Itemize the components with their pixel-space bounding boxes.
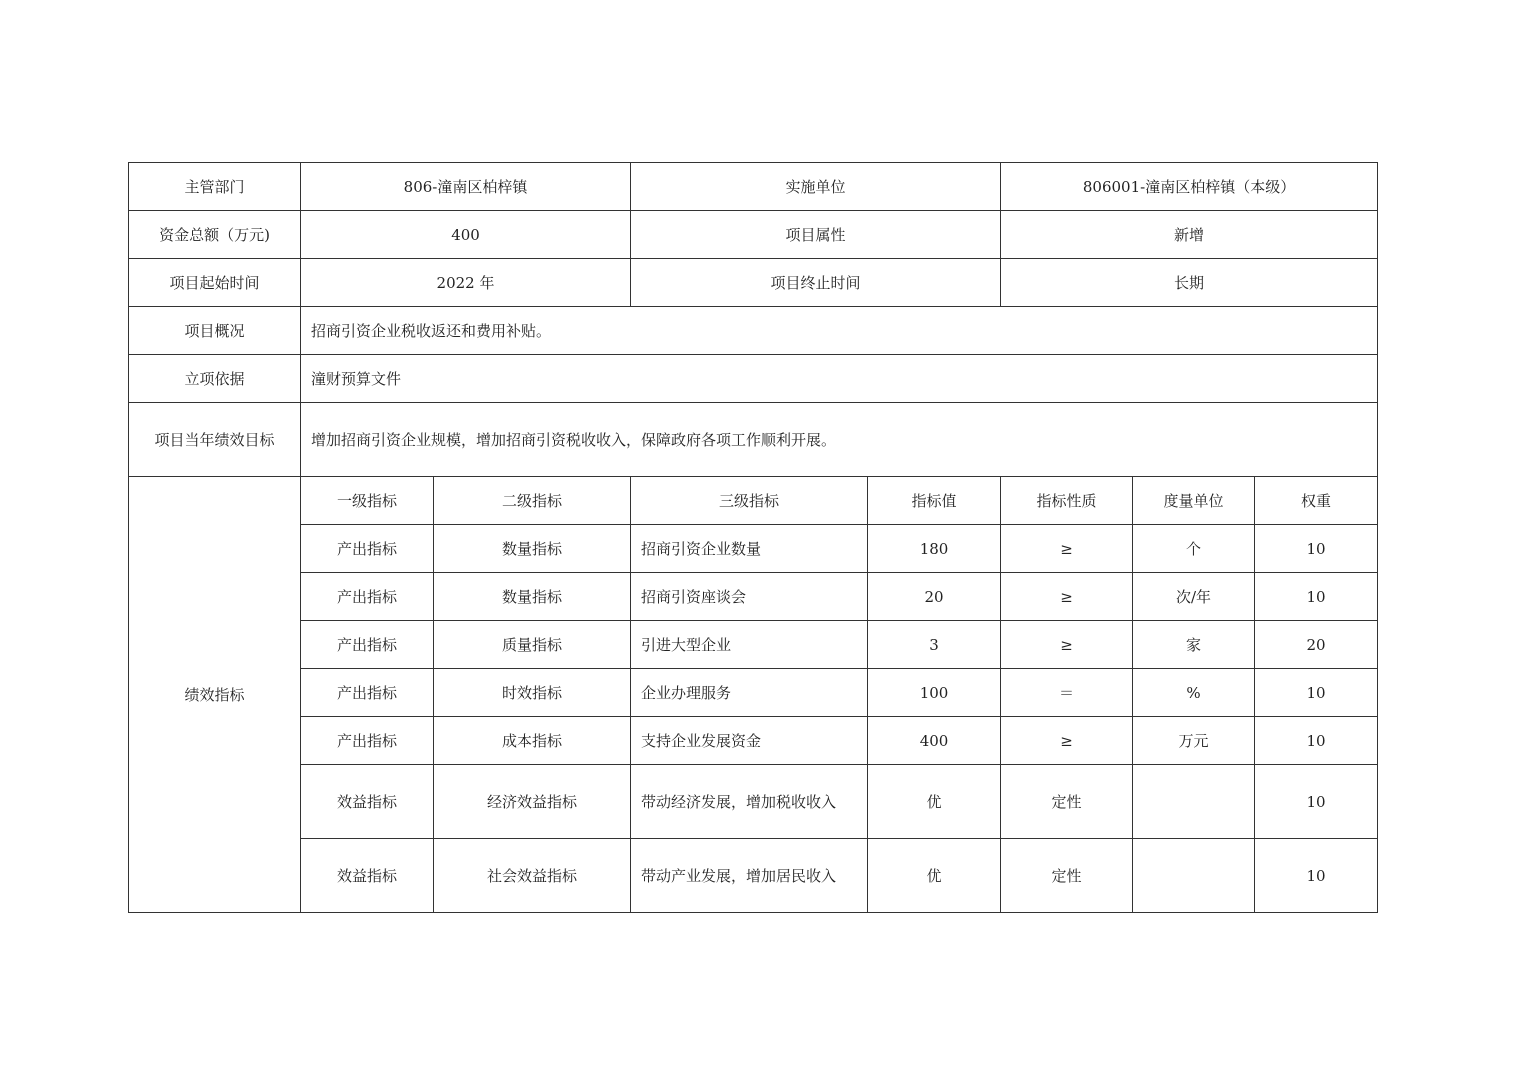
- indicator-value: 优: [868, 839, 1001, 913]
- indicator-nature: 定性: [1001, 765, 1133, 839]
- indicator-unit: %: [1133, 669, 1255, 717]
- row-overview: [129, 307, 1378, 355]
- dept-label: 主管部门: [129, 163, 301, 211]
- indicator-level3: 带动产业发展，增加居民收入: [631, 839, 868, 913]
- project-performance-table: [128, 162, 1378, 913]
- indicator-level2: 质量指标: [434, 621, 631, 669]
- goal-value: 增加招商引资企业规模，增加招商引资税收收入，保障政府各项工作顺利开展。: [301, 403, 1378, 477]
- indicator-level3: 招商引资企业数量: [631, 525, 868, 573]
- header-nature: 指标性质: [1001, 477, 1133, 525]
- indicator-weight: 10: [1255, 525, 1378, 573]
- indicator-weight: 20: [1255, 621, 1378, 669]
- indicator-row: [129, 717, 1378, 765]
- indicator-weight: 10: [1255, 765, 1378, 839]
- indicator-unit: [1133, 839, 1255, 913]
- indicator-level2: 数量指标: [434, 573, 631, 621]
- basis-label: 立项依据: [129, 355, 301, 403]
- impl-label: 实施单位: [631, 163, 1001, 211]
- indicator-level1: 产出指标: [301, 669, 434, 717]
- header-level2: 二级指标: [434, 477, 631, 525]
- indicator-weight: 10: [1255, 839, 1378, 913]
- indicator-level1: 产出指标: [301, 525, 434, 573]
- row-period: [129, 259, 1378, 307]
- indicator-row: [129, 573, 1378, 621]
- indicator-level2: 经济效益指标: [434, 765, 631, 839]
- goal-label: 项目当年绩效目标: [129, 403, 301, 477]
- indicator-nature: ≥: [1001, 525, 1133, 573]
- end-value: 长期: [1001, 259, 1378, 307]
- indicator-nature: ＝: [1001, 669, 1133, 717]
- indicator-value: 3: [868, 621, 1001, 669]
- indicator-value: 400: [868, 717, 1001, 765]
- row-dept: [129, 163, 1378, 211]
- indicator-unit: [1133, 765, 1255, 839]
- header-level1: 一级指标: [301, 477, 434, 525]
- indicator-nature: ≥: [1001, 573, 1133, 621]
- overview-value: 招商引资企业税收返还和费用补贴。: [301, 307, 1378, 355]
- indicator-nature: ≥: [1001, 621, 1133, 669]
- header-value: 指标值: [868, 477, 1001, 525]
- indicator-row: [129, 765, 1378, 839]
- indicator-level2: 时效指标: [434, 669, 631, 717]
- indicator-level2: 数量指标: [434, 525, 631, 573]
- indicator-row: [129, 525, 1378, 573]
- indicator-level2: 成本指标: [434, 717, 631, 765]
- row-goal: [129, 403, 1378, 477]
- header-level3: 三级指标: [631, 477, 868, 525]
- header-weight: 权重: [1255, 477, 1378, 525]
- indicator-level3: 带动经济发展，增加税收收入: [631, 765, 868, 839]
- indicator-weight: 10: [1255, 717, 1378, 765]
- indicator-value: 180: [868, 525, 1001, 573]
- indicator-level1: 效益指标: [301, 839, 434, 913]
- fund-value: 400: [301, 211, 631, 259]
- indicator-row: [129, 669, 1378, 717]
- indicator-level3: 引进大型企业: [631, 621, 868, 669]
- attr-label: 项目属性: [631, 211, 1001, 259]
- indicator-value: 20: [868, 573, 1001, 621]
- indicator-level3: 招商引资座谈会: [631, 573, 868, 621]
- indicator-level3: 支持企业发展资金: [631, 717, 868, 765]
- indicator-level1: 产出指标: [301, 717, 434, 765]
- indicator-row: [129, 839, 1378, 913]
- indicator-value: 100: [868, 669, 1001, 717]
- indicator-level2: 社会效益指标: [434, 839, 631, 913]
- indicator-unit: 万元: [1133, 717, 1255, 765]
- indicator-weight: 10: [1255, 669, 1378, 717]
- start-value: 2022 年: [301, 259, 631, 307]
- indicator-level1: 产出指标: [301, 573, 434, 621]
- impl-value: 806001-潼南区柏梓镇（本级）: [1001, 163, 1378, 211]
- indicator-value: 优: [868, 765, 1001, 839]
- indicator-unit: 家: [1133, 621, 1255, 669]
- basis-value: 潼财预算文件: [301, 355, 1378, 403]
- indicator-header-row: [129, 477, 1378, 525]
- row-basis: [129, 355, 1378, 403]
- attr-value: 新增: [1001, 211, 1378, 259]
- start-label: 项目起始时间: [129, 259, 301, 307]
- indicators-section-label: 绩效指标: [129, 477, 301, 913]
- indicator-nature: 定性: [1001, 839, 1133, 913]
- row-fund: [129, 211, 1378, 259]
- overview-label: 项目概况: [129, 307, 301, 355]
- indicator-level3: 企业办理服务: [631, 669, 868, 717]
- header-unit: 度量单位: [1133, 477, 1255, 525]
- indicator-unit: 次/年: [1133, 573, 1255, 621]
- end-label: 项目终止时间: [631, 259, 1001, 307]
- indicator-unit: 个: [1133, 525, 1255, 573]
- indicator-row: [129, 621, 1378, 669]
- dept-value: 806-潼南区柏梓镇: [301, 163, 631, 211]
- indicator-level1: 效益指标: [301, 765, 434, 839]
- indicator-weight: 10: [1255, 573, 1378, 621]
- fund-label: 资金总额（万元): [129, 211, 301, 259]
- indicator-nature: ≥: [1001, 717, 1133, 765]
- indicator-level1: 产出指标: [301, 621, 434, 669]
